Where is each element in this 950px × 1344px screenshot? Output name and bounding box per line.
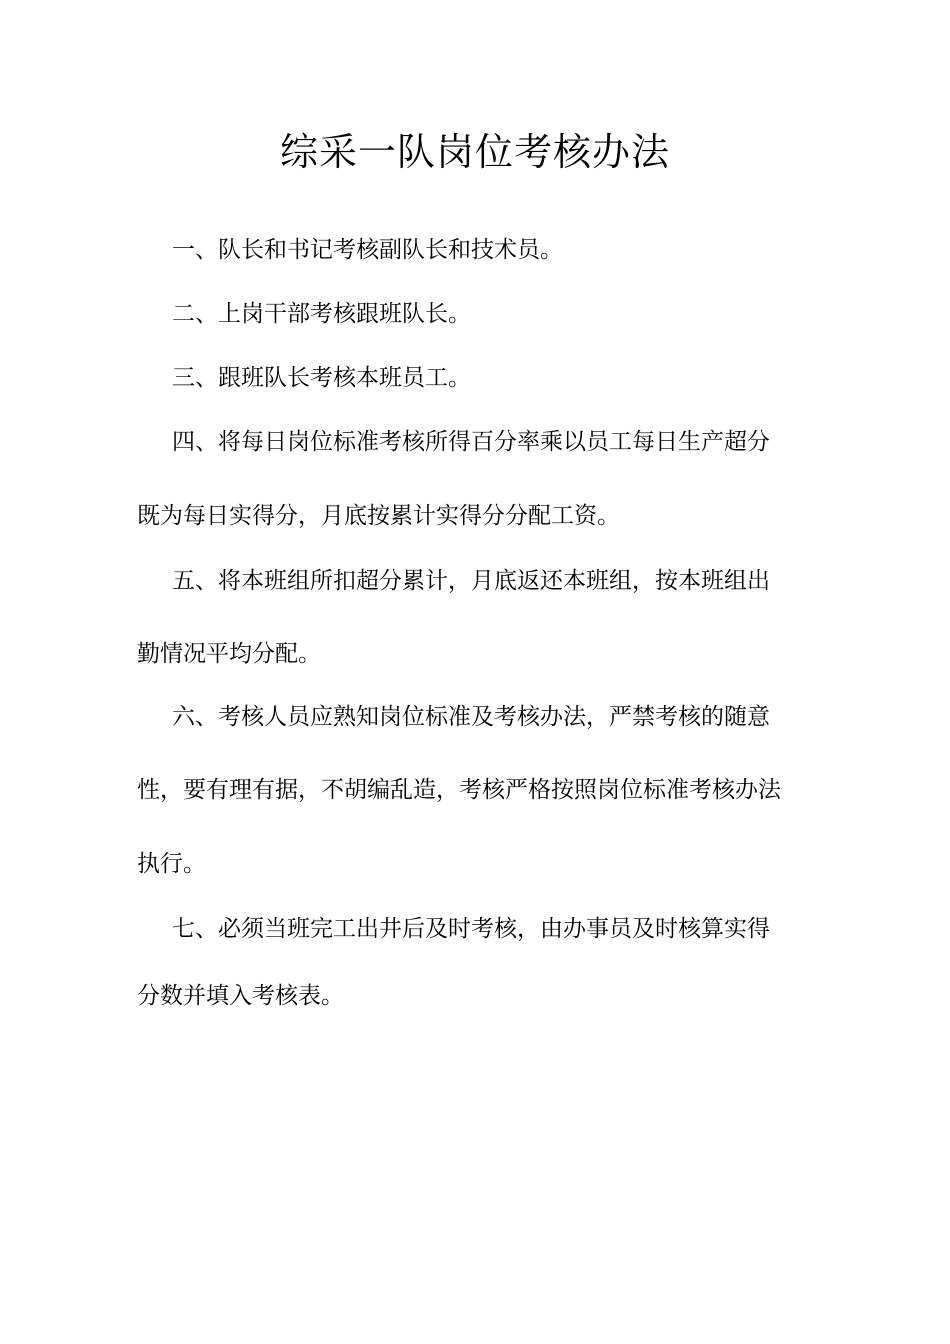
document-title: 综采一队岗位考核办法: [279, 130, 670, 174]
text-line-9: 性，要有理有据，不胡编乱造，考核严格按照岗位标准考核办法: [137, 777, 781, 803]
text-line-5: 既为每日实得分，月底按累计实得分分配工资。: [137, 503, 620, 529]
text-line-7: 勤情况平均分配。: [137, 641, 321, 667]
text-line-8: 六、考核人员应熟知岗位标准及考核办法，严禁考核的随意: [172, 704, 770, 730]
text-line-4: 四、将每日岗位标准考核所得百分率乘以员工每日生产超分: [172, 429, 770, 455]
text-line-6: 五、将本班组所扣超分累计，月底返还本班组，按本班组出: [172, 568, 770, 594]
text-line-2: 二、上岗干部考核跟班队长。: [172, 301, 471, 327]
text-line-3: 三、跟班队长考核本班员工。: [172, 365, 471, 391]
text-line-10: 执行。: [137, 851, 206, 877]
text-line-11: 七、必须当班完工出井后及时考核，由办事员及时核算实得: [172, 916, 770, 942]
text-line-12: 分数并填入考核表。: [137, 983, 344, 1009]
text-line-1: 一、队长和书记考核副队长和技术员。: [172, 237, 563, 263]
